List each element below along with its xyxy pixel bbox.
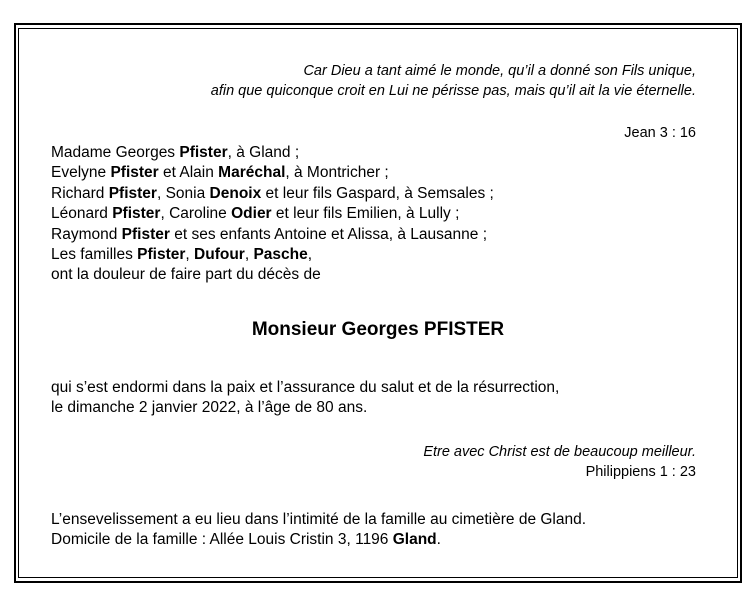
- family-line-6: [51, 245, 494, 265]
- surname: Dufour: [194, 246, 245, 264]
- text: , Caroline: [160, 205, 232, 223]
- text: ,: [307, 246, 313, 264]
- family-line-2: [51, 163, 494, 183]
- scripture-quote: [423, 443, 696, 482]
- text: ,: [244, 246, 254, 264]
- text: Les familles: [51, 246, 138, 264]
- text: et ses enfants Antoine et Alissa, à Lausanne ;: [169, 225, 488, 243]
- text: Domicile de la famille : Allée Louis Cristin 3, 1196: [51, 531, 393, 549]
- text: Evelyne: [51, 164, 111, 182]
- family-line-1: [51, 143, 494, 163]
- text: et leur fils Gaspard, à Semsales ;: [261, 184, 494, 202]
- quote-text: Etre avec Christ est de beaucoup meilleur.: [423, 444, 696, 460]
- surname: Maréchal: [218, 164, 286, 182]
- place-name: Gland: [392, 531, 437, 549]
- quote-reference: Philippiens 1 : 23: [585, 463, 696, 480]
- funeral-line-1: L’ensevelissement a eu lieu dans l’intimité de la famille au cimetière de Gland.: [51, 511, 587, 528]
- announcement: [51, 378, 559, 419]
- family-line-5: [51, 225, 494, 245]
- text: .: [436, 531, 441, 549]
- surname: Pfister: [108, 184, 157, 202]
- funeral-line-2: [51, 530, 586, 550]
- surname: Pfister: [121, 225, 170, 243]
- text: , à Montricher ;: [285, 164, 389, 182]
- text: ,: [185, 246, 195, 264]
- bible-verse: [211, 61, 696, 101]
- family-line-3: [51, 184, 494, 204]
- text: et leur fils Emilien, à Lully ;: [271, 205, 460, 223]
- surname: Pasche: [253, 246, 308, 264]
- text: Richard: [51, 184, 109, 202]
- family-line-4: [51, 204, 494, 224]
- text: Madame Georges: [51, 144, 180, 161]
- surname: Pfister: [137, 246, 186, 264]
- inner-border: [18, 28, 738, 578]
- surname: Pfister: [179, 144, 228, 161]
- verse-line-2: afin que quiconque croit en Lui ne périsse pas, mais qu’il ait la vie éternelle.: [210, 83, 696, 99]
- funeral-info: [51, 510, 586, 551]
- surname: Odier: [231, 205, 272, 223]
- text: , Sonia: [156, 184, 210, 202]
- deceased-name: Monsieur Georges PFISTER: [251, 319, 505, 340]
- text: , à Gland ;: [227, 144, 300, 161]
- announcement-line-1: qui s’est endormi dans la paix et l’assurance du salut et de la résurrection,: [51, 379, 560, 396]
- announcement-line-2: le dimanche 2 janvier 2022, à l’âge de 80 ans.: [51, 399, 368, 417]
- verse-reference: Jean 3 : 16: [624, 125, 696, 141]
- text: Raymond: [51, 225, 122, 243]
- verse-line-1: Car Dieu a tant aimé le monde, qu’il a donné son Fils unique,: [303, 63, 696, 79]
- surname: Pfister: [112, 205, 161, 223]
- text: Léonard: [51, 205, 113, 223]
- surname: Pfister: [110, 164, 159, 182]
- text: et Alain: [158, 164, 219, 182]
- family-line-7: ont la douleur de faire part du décès de: [51, 266, 321, 284]
- family-list: [51, 143, 494, 286]
- surname: Denoix: [209, 184, 262, 202]
